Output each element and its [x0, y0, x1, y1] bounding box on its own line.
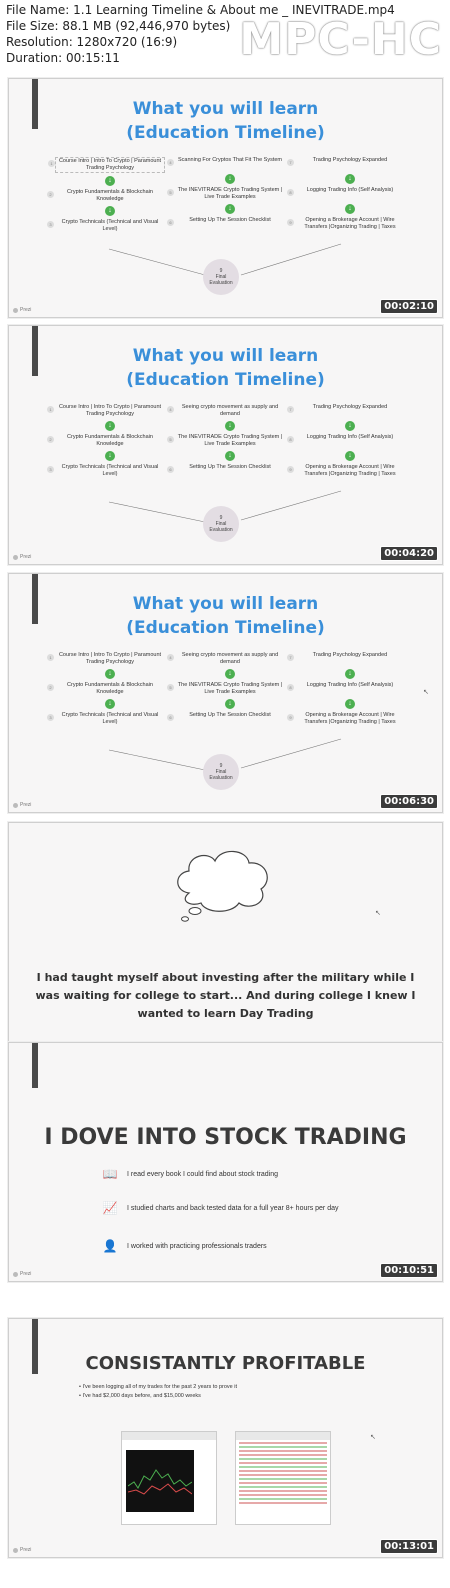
- timestamp-badge: 00:13:01: [380, 1539, 438, 1554]
- slide-title: What you will learn: [132, 594, 319, 614]
- timeline-item: 5 The INEVITRADE Crypto Trading System | Live Trade Examples: [175, 187, 285, 201]
- timeline-item: 1 Course Intro | Intro To Crypto | Paramount Trading Psychology: [55, 652, 165, 666]
- timeline-item: 3 Crypto Technicals (Technical and Visual Level): [55, 219, 165, 233]
- slide-title: CONSISTANTLY PROFITABLE: [85, 1353, 366, 1374]
- mouse-cursor-icon: ↖: [370, 1434, 376, 1441]
- file-name-text: File Name: 1.1 Learning Timeline & About me _ INEVITRADE.mp4: [6, 3, 395, 17]
- down-arrow-icon: ↓: [345, 699, 355, 709]
- final-evaluation-node: 9 Final Evaluation: [203, 506, 239, 542]
- timeline-item: 6 Setting Up The Session Checklist: [175, 712, 285, 726]
- timestamp-badge: 00:04:20: [380, 546, 438, 561]
- timeline-item: 8 Logging Trading Info (Self Analysis): [295, 682, 405, 696]
- thumbnail-frame-5: [8, 1042, 443, 1282]
- trading-chart-screenshot: [121, 1431, 217, 1525]
- thumbnail-frame-1: [8, 78, 443, 318]
- file-size-text: File Size: 88.1 MB (92,446,970 bytes): [6, 19, 231, 33]
- professional-person-icon: 👤: [102, 1239, 118, 1253]
- trade-log-screenshot: [235, 1431, 331, 1525]
- down-arrow-icon: ↓: [345, 451, 355, 461]
- down-arrow-icon: ↓: [225, 451, 235, 461]
- timestamp-badge: 00:06:30: [380, 794, 438, 809]
- bullet-item: 📖 I read every book I could find about stock trading: [102, 1167, 278, 1181]
- timeline-item: 8 Logging Trading Info (Self Analysis): [295, 187, 405, 201]
- thumbnail-frame-3: [8, 573, 443, 813]
- mpc-hc-logo: MPC-HC: [239, 14, 442, 65]
- prezi-logo: Prezi: [13, 554, 31, 560]
- slide-subtitle: (Education Timeline): [126, 618, 325, 638]
- bullet-list: [79, 1383, 237, 1401]
- thought-cloud-icon: [169, 843, 277, 923]
- timestamp-badge: 00:02:10: [380, 299, 438, 314]
- thumbnail-frame-6: [8, 1318, 443, 1558]
- prezi-logo: Prezi: [13, 1547, 31, 1553]
- price-chart-graphic: [128, 1456, 192, 1506]
- duration-text: Duration: 00:15:11: [6, 51, 120, 65]
- timeline-item: 4 Seeing crypto movement as supply and demand: [175, 652, 285, 666]
- bullet-item: 📈 I studied charts and back tested data for a full year 8+ hours per day: [102, 1201, 339, 1215]
- down-arrow-icon: ↓: [225, 669, 235, 679]
- down-arrow-icon: ↓: [105, 699, 115, 709]
- mouse-cursor-icon: ↖: [375, 910, 381, 917]
- prezi-logo: Prezi: [13, 1271, 31, 1277]
- down-arrow-icon: ↓: [225, 174, 235, 184]
- mouse-cursor-icon: ↖: [423, 689, 429, 696]
- final-evaluation-node: 9 Final Evaluation: [203, 754, 239, 790]
- down-arrow-icon: ↓: [225, 421, 235, 431]
- timeline-item: 9 Opening a Brokerage Account | Wire Transfers |Organizing Trading | Taxes: [295, 217, 405, 231]
- down-arrow-icon: ↓: [225, 699, 235, 709]
- book-icon: 📖: [102, 1167, 118, 1181]
- resolution-text: Resolution: 1280x720 (16:9): [6, 35, 178, 49]
- down-arrow-icon: ↓: [345, 669, 355, 679]
- timeline-item: 3 Crypto Technicals (Technical and Visual Level): [55, 712, 165, 726]
- thumbnail-frame-4: [8, 822, 443, 1062]
- down-arrow-icon: ↓: [105, 421, 115, 431]
- prezi-logo: Prezi: [13, 307, 31, 313]
- slide-title: I DOVE INTO STOCK TRADING: [44, 1125, 407, 1150]
- timeline-item: 7 Trading Psychology Expanded: [295, 157, 405, 171]
- slide-subtitle: (Education Timeline): [126, 123, 325, 143]
- quote-text: I had taught myself about investing after the military while I was waiting for college to start... And during college I knew I wanted to learn Day Trading: [35, 971, 416, 1020]
- timeline-item: 5 The INEVITRADE Crypto Trading System | Live Trade Examples: [175, 682, 285, 696]
- bullet-item: 👤 I worked with practicing professionals traders: [102, 1239, 267, 1253]
- timeline-item: 7 Trading Psychology Expanded: [295, 404, 405, 418]
- timeline-item: 3 Crypto Technicals (Technical and Visual Level): [55, 464, 165, 478]
- timeline-item: 6 Setting Up The Session Checklist: [175, 464, 285, 478]
- timeline-item: 5 The INEVITRADE Crypto Trading System | Live Trade Examples: [175, 434, 285, 448]
- down-arrow-icon: ↓: [105, 669, 115, 679]
- down-arrow-icon: ↓: [105, 206, 115, 216]
- timeline-item: 4 Scanning For Cryptos That Fit The System: [175, 157, 285, 171]
- down-arrow-icon: ↓: [345, 421, 355, 431]
- down-arrow-icon: ↓: [345, 174, 355, 184]
- timeline-item: 1 Course Intro | Intro To Crypto | Paramount Trading Psychology: [55, 157, 165, 173]
- timeline-item: 2 Crypto Fundamentals & Blockchain Knowledge: [55, 682, 165, 696]
- thumbnail-frame-2: [8, 325, 443, 565]
- slide-subtitle: (Education Timeline): [126, 370, 325, 390]
- timeline-item: 7 Trading Psychology Expanded: [295, 652, 405, 666]
- slide-title: What you will learn: [132, 346, 319, 366]
- down-arrow-icon: ↓: [345, 204, 355, 214]
- timeline-item: 9 Opening a Brokerage Account | Wire Transfers |Organizing Trading | Taxes: [295, 464, 405, 478]
- slide-title: What you will learn: [132, 99, 319, 119]
- timestamp-badge: 00:10:51: [380, 1263, 438, 1278]
- down-arrow-icon: ↓: [225, 204, 235, 214]
- timeline-item: 1 Course Intro | Intro To Crypto | Paramount Trading Psychology: [55, 404, 165, 418]
- down-arrow-icon: ↓: [105, 451, 115, 461]
- timeline-item: 6 Setting Up The Session Checklist: [175, 217, 285, 231]
- timeline-item: 2 Crypto Fundamentals & Blockchain Knowledge: [55, 189, 165, 203]
- bullet-item: • I've had $2,000 days before, and $15,000 weeks: [79, 1393, 201, 1399]
- timeline-item: 9 Opening a Brokerage Account | Wire Transfers |Organizing Trading | Taxes: [295, 712, 405, 726]
- timeline-item: 2 Crypto Fundamentals & Blockchain Knowledge: [55, 434, 165, 448]
- final-evaluation-node: 9 Final Evaluation: [203, 259, 239, 295]
- file-info-header: [0, 0, 450, 76]
- timeline-item: 8 Logging Trading Info (Self Analysis): [295, 434, 405, 448]
- accent-bar: [32, 1043, 38, 1088]
- down-arrow-icon: ↓: [105, 176, 115, 186]
- timeline-item: 4 Seeing crypto movement as supply and demand: [175, 404, 285, 418]
- prezi-logo: Prezi: [13, 802, 31, 808]
- chart-monitor-icon: 📈: [102, 1201, 118, 1215]
- bullet-item: • I've been logging all of my trades for the past 2 years to prove it: [79, 1384, 237, 1390]
